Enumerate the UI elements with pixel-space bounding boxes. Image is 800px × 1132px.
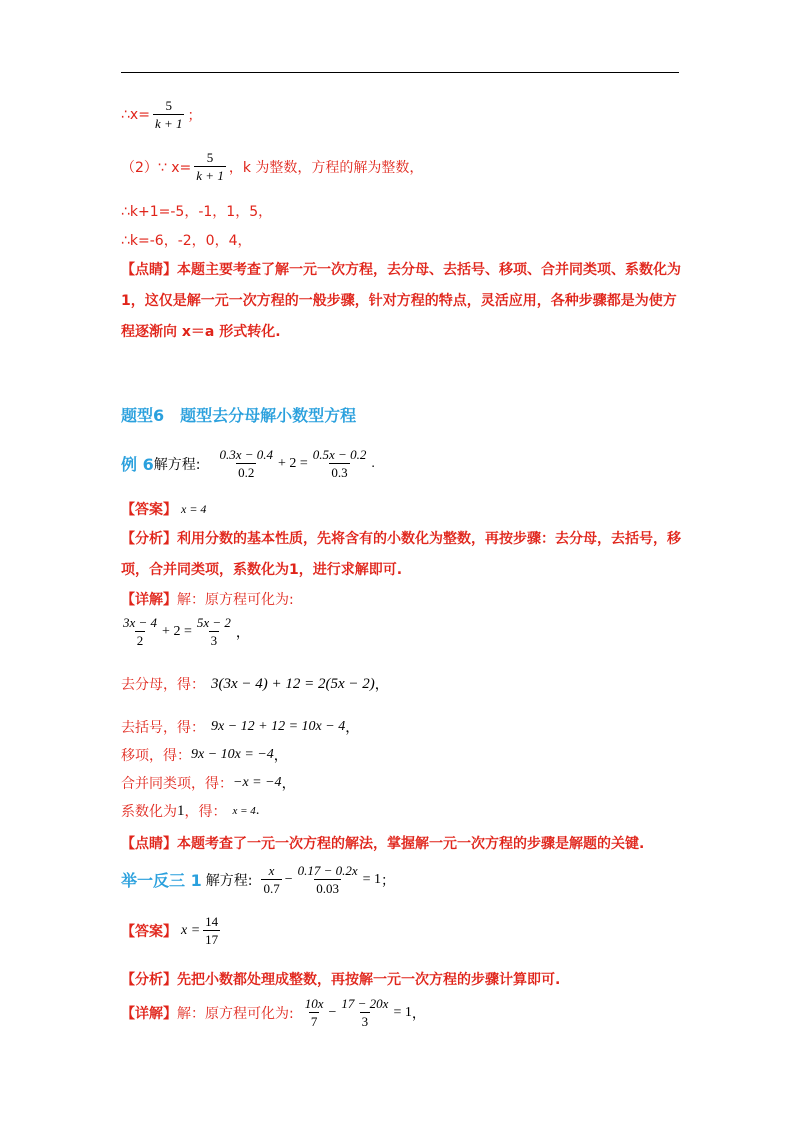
answer-lhs: x =	[181, 922, 201, 938]
fraction-denominator: 3	[361, 1014, 369, 1029]
fraction-numerator: 0.17 − 0.2x	[297, 863, 358, 878]
detail-b-fraction	[339, 996, 390, 1029]
analysis-text: 利用分数的基本性质，先将含有的小数化为整数，再按步骤：去分母，去括号，移项，合并同类项，系数化为1，进行求解即可.	[121, 531, 681, 578]
analysis-tag: 【分析】	[121, 972, 177, 988]
answer-2	[121, 914, 223, 947]
step-label: 移项，得：	[121, 748, 191, 764]
answer-tag: 【答案】	[121, 502, 177, 518]
fraction-denominator: k + 1	[154, 116, 183, 131]
fraction-numerator: x	[268, 863, 275, 878]
simplified-equation	[121, 615, 250, 648]
practice-a-fraction	[261, 863, 281, 896]
step-label-a: 系数化为	[121, 804, 177, 820]
practice-b-fraction	[296, 863, 360, 896]
step-label: 去括号，得：	[121, 720, 205, 736]
step-equation: 3(3x − 4) + 12 = 2(5x − 2)	[211, 675, 375, 692]
fraction-numerator: 17 − 20x	[341, 996, 389, 1011]
practice-prompt: 解方程:	[205, 872, 253, 889]
step-combine	[121, 773, 296, 793]
example-prompt: 解方程:	[153, 456, 201, 473]
dianjing-tag: 【点睛】	[121, 836, 177, 852]
fraction-5-over-k1-b	[194, 150, 226, 183]
practice-label: 举一反三 1	[121, 871, 202, 890]
detail-minus: −	[328, 1004, 337, 1020]
answer-fraction	[203, 914, 220, 947]
result-prefix: ∴x=	[121, 106, 150, 123]
header-rule	[121, 72, 679, 73]
analysis-tag: 【分析】	[121, 531, 177, 547]
step-equation: x = 4	[232, 805, 256, 817]
analysis-1	[121, 524, 681, 586]
step-equation: 9x − 12 + 12 = 10x − 4	[211, 719, 346, 734]
fraction-denominator: 17	[205, 932, 219, 947]
detail-text: 解：原方程可化为:	[177, 1005, 294, 1022]
answer-1	[121, 499, 206, 519]
fraction-5-over-k1	[153, 98, 185, 131]
fraction-numerator: 5	[165, 98, 172, 113]
detail-2	[121, 996, 426, 1029]
step-end: .	[255, 803, 260, 818]
detail-rhs: = 1	[393, 1004, 412, 1020]
step-end: ，	[345, 721, 360, 736]
fraction-denominator: 7	[310, 1014, 318, 1029]
part2-prefix: （2）∵ x=	[121, 159, 192, 176]
detail-text: 解：原方程可化为:	[177, 592, 294, 608]
k-values: ∴k=-6，-2，0，4，	[121, 233, 252, 249]
simplified-lhs-fraction	[121, 615, 159, 648]
result-line-x	[121, 98, 201, 131]
detail-end: ，	[411, 1006, 426, 1022]
fraction-denominator: 0.7	[263, 881, 280, 896]
fraction-denominator: k + 1	[196, 168, 224, 183]
fraction-denominator: 0.3	[331, 465, 348, 480]
fraction-numerator: 3x − 4	[123, 615, 158, 630]
example-lhs-fraction	[217, 447, 275, 480]
step-label: 去分母，得：	[121, 677, 205, 693]
fraction-denominator: 2	[136, 633, 144, 648]
step-coefficient	[121, 801, 259, 821]
practice-1-line	[121, 863, 395, 896]
dianjing-tag: 【点睛】	[121, 262, 177, 278]
example-label: 例 6	[121, 455, 154, 474]
dianjing-1	[121, 255, 681, 348]
dianjing-text: 本题考查了一元一次方程的解法，掌握解一元一次方程的步骤是解题的关键.	[177, 836, 645, 852]
fraction-numerator: 0.5x − 0.2	[312, 447, 367, 462]
fraction-denominator: 0.03	[316, 881, 339, 896]
step-label-b: ，得：	[184, 804, 227, 820]
simplified-mid: + 2 =	[162, 623, 192, 639]
fraction-numerator: 14	[205, 914, 219, 929]
answer-tag: 【答案】	[121, 923, 177, 940]
dianjing-2	[121, 833, 644, 853]
fraction-denominator: 3	[210, 633, 218, 648]
practice-rhs: = 1	[362, 871, 382, 887]
simplified-end: ，	[235, 625, 250, 641]
step-end: ，	[374, 678, 389, 693]
example-rhs-fraction	[311, 447, 369, 480]
example-plus: + 2 =	[277, 455, 308, 471]
step-transpose	[121, 745, 288, 765]
detail-tag: 【详解】	[121, 592, 177, 608]
section-title: 题型6 题型去分母解小数型方程	[121, 406, 357, 425]
analysis-2	[121, 969, 560, 989]
example-6-line	[121, 447, 375, 480]
step-end: ，	[273, 749, 288, 764]
fraction-numerator: 5x − 2	[196, 615, 231, 630]
result-suffix: ；	[187, 107, 202, 124]
practice-minus: −	[284, 871, 293, 887]
practice-end: ；	[381, 873, 396, 889]
fraction-denominator: 0.2	[238, 465, 255, 480]
step-label: 合并同类项，得：	[121, 776, 233, 792]
step-equation: −x = −4	[233, 775, 282, 790]
step-end: ，	[281, 777, 296, 792]
detail-tag: 【详解】	[121, 1005, 177, 1022]
analysis-text: 先把小数都处理成整数，再按解一元一次方程的步骤计算即可.	[177, 972, 561, 988]
step-equation: 9x − 10x = −4	[191, 747, 274, 762]
k-plus-1-values: ∴k+1=-5，-1，1，5，	[121, 204, 273, 220]
step-one: 1	[177, 802, 185, 819]
part2-suffix: ，k 为整数，方程的解为整数，	[228, 159, 424, 176]
dianjing-text: 本题主要考查了解一元一次方程，去分母、去括号、移项、合并同类项、系数化为1，这仅是解一元一次方程的一般步骤，针对方程的特点，灵活应用，各种步骤都是为使方程逐渐向 x＝a 形式转化.	[121, 262, 681, 340]
step-brackets	[121, 717, 359, 737]
example-end: .	[371, 455, 375, 471]
fraction-numerator: 10x	[304, 996, 324, 1011]
fraction-numerator: 0.3x − 0.4	[219, 447, 273, 462]
detail-1	[121, 589, 294, 609]
part2-line	[121, 150, 423, 183]
step-denominator	[121, 674, 389, 694]
fraction-numerator: 5	[206, 150, 214, 165]
answer-value: x = 4	[181, 501, 207, 516]
simplified-rhs-fraction	[195, 615, 233, 648]
detail-a-fraction	[303, 996, 326, 1029]
